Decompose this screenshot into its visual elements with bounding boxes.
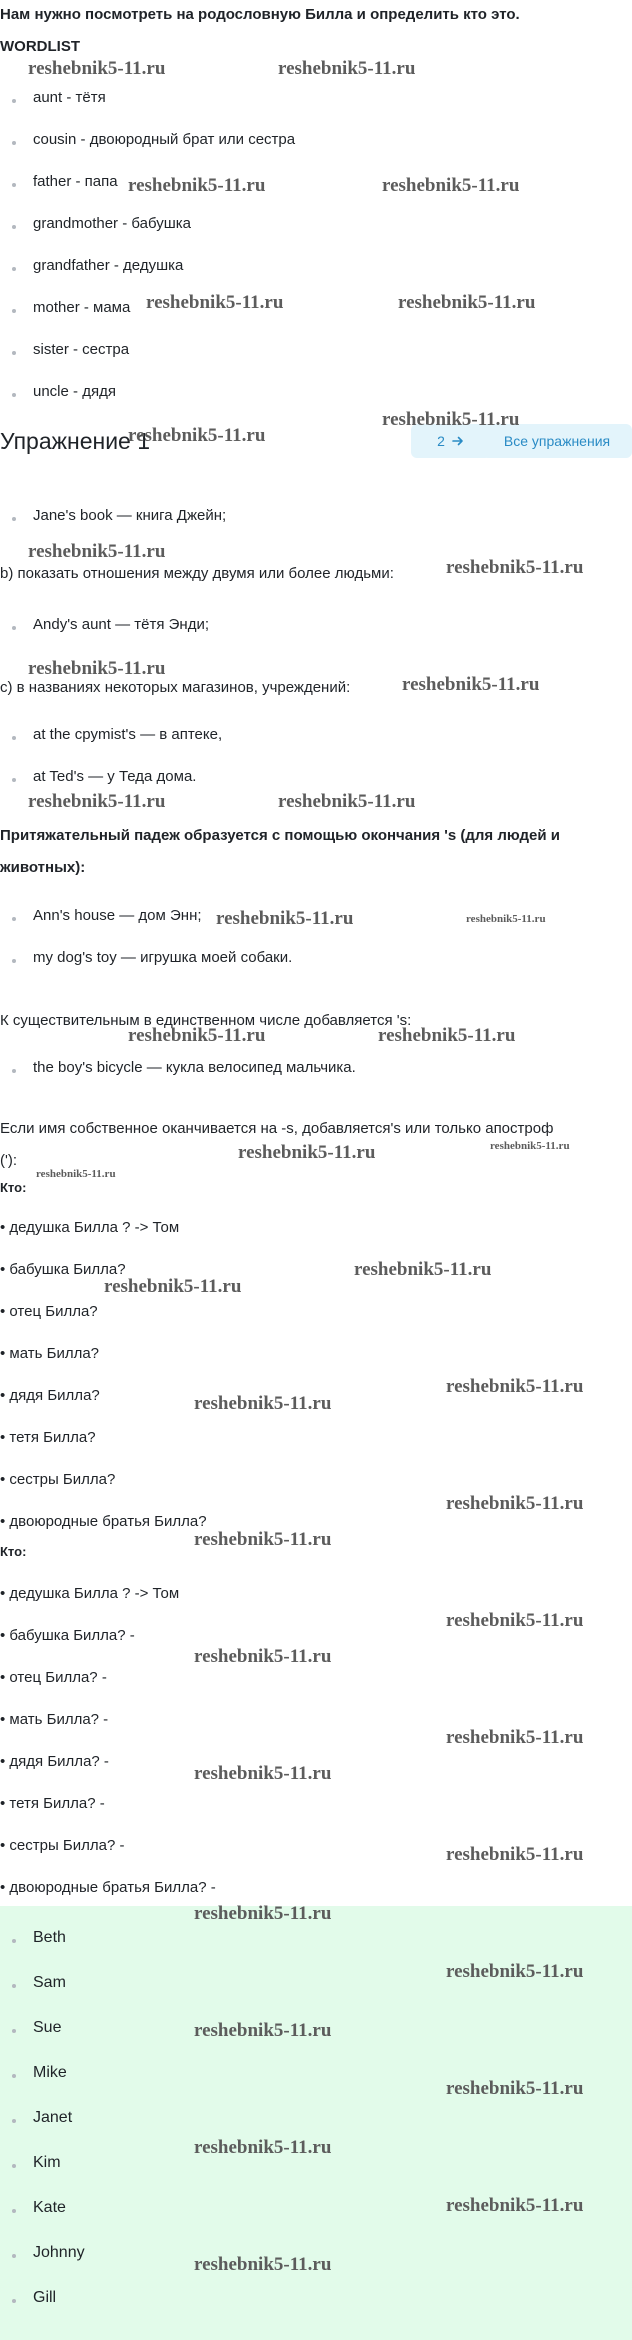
grammar-singular: К существительным в единственном числе добавляется 's: — [0, 1012, 412, 1029]
watermark: reshebnik5-11.ru — [194, 2254, 332, 2275]
wordlist-item: cousin - двоюродный брат или сестра — [33, 131, 296, 148]
grammar-example: at Ted's — у Теда дома. — [33, 768, 197, 785]
watermark: reshebnik5-11.ru — [354, 1259, 492, 1280]
grammar-example: the boy's bicycle — кукла велосипед мальчика. — [33, 1059, 356, 1076]
question-item: • двоюродные братья Билла? - — [0, 1879, 216, 1896]
name-item: Gill — [33, 2289, 57, 2306]
grammar-example: Ann's house — дом Энн; — [33, 907, 202, 924]
watermark: reshebnik5-11.ru — [446, 557, 584, 578]
question-item: • сестры Билла? - — [0, 1837, 125, 1854]
watermark: reshebnik5-11.ru — [194, 2137, 332, 2158]
name-item: Kim — [33, 2154, 61, 2171]
grammar-example: Andy's aunt — тётя Энди; — [33, 616, 209, 633]
list-bullet — [12, 1939, 16, 1943]
question-item: • сестры Билла? — [0, 1471, 116, 1488]
list-bullet — [12, 2164, 16, 2168]
watermark: reshebnik5-11.ru — [194, 2020, 332, 2041]
wordlist-item: grandmother - бабушка — [33, 215, 191, 232]
watermark: reshebnik5-11.ru — [216, 908, 354, 929]
watermark: reshebnik5-11.ru — [446, 1376, 584, 1397]
arrow-right-icon — [451, 434, 465, 448]
list-bullet — [12, 917, 16, 921]
grammar-point-b: b) показать отношения между двумя или более людьми: — [0, 565, 394, 582]
question-item: • отец Билла? - — [0, 1669, 107, 1686]
all-exercises-button[interactable]: Все упражнения — [482, 424, 632, 458]
list-bullet — [12, 267, 16, 271]
list-bullet — [12, 959, 16, 963]
rule-text: животных): — [0, 859, 86, 876]
watermark: reshebnik5-11.ru — [402, 674, 540, 695]
name-item: Beth — [33, 1929, 66, 1946]
grammar-point-c: c) в названиях некоторых магазинов, учреждений: — [0, 679, 351, 696]
exercise-title: Упражнение 1 — [0, 428, 151, 454]
name-item: Kate — [33, 2199, 66, 2216]
list-bullet — [12, 393, 16, 397]
grammar-example: my dog's toy — игрушка моей собаки. — [33, 949, 293, 966]
intro-text: Нам нужно посмотреть на родословную Билла и определить кто это. — [0, 6, 520, 23]
name-item: Mike — [33, 2064, 67, 2081]
watermark: reshebnik5-11.ru — [378, 1025, 516, 1046]
list-bullet — [12, 141, 16, 145]
watermark: reshebnik5-11.ru — [128, 175, 266, 196]
question-item: • мать Билла? - — [0, 1711, 109, 1728]
wordlist-title: WORDLIST — [0, 38, 80, 55]
watermark: reshebnik5-11.ru — [466, 913, 546, 925]
watermark: reshebnik5-11.ru — [194, 1763, 332, 1784]
grammar-example: Jane's book — книга Джейн; — [33, 507, 227, 524]
page-number: 2 — [437, 433, 445, 449]
watermark: reshebnik5-11.ru — [382, 175, 520, 196]
question-item: • отец Билла? — [0, 1303, 98, 1320]
watermark: reshebnik5-11.ru — [194, 1529, 332, 1550]
question-item: • дядя Билла? — [0, 1387, 100, 1404]
list-bullet — [12, 1984, 16, 1988]
name-item: Sam — [33, 1974, 66, 1991]
watermark: reshebnik5-11.ru — [194, 1393, 332, 1414]
list-bullet — [12, 736, 16, 740]
watermark: reshebnik5-11.ru — [194, 1903, 332, 1924]
watermark: reshebnik5-11.ru — [28, 541, 166, 562]
list-bullet — [12, 99, 16, 103]
list-bullet — [12, 1069, 16, 1073]
watermark: reshebnik5-11.ru — [278, 791, 416, 812]
watermark: reshebnik5-11.ru — [446, 1727, 584, 1748]
question-item: • дедушка Билла ? -> Том — [0, 1585, 180, 1602]
list-bullet — [12, 2119, 16, 2123]
watermark: reshebnik5-11.ru — [278, 58, 416, 79]
watermark: reshebnik5-11.ru — [398, 292, 536, 313]
wordlist-item: mother - мама — [33, 299, 131, 316]
grammar-proper-names: Если имя собственное оканчивается на -s, добавляется's или только апостроф — [0, 1120, 554, 1137]
watermark: reshebnik5-11.ru — [446, 1493, 584, 1514]
question-item: • дедушка Билла ? -> Том — [0, 1219, 180, 1236]
watermark: reshebnik5-11.ru — [36, 1168, 116, 1180]
wordlist-item: sister - сестра — [33, 341, 130, 358]
question-item: • бабушка Билла? — [0, 1261, 126, 1278]
watermark: reshebnik5-11.ru — [128, 425, 266, 446]
watermark: reshebnik5-11.ru — [128, 1025, 266, 1046]
watermark: reshebnik5-11.ru — [146, 292, 284, 313]
watermark: reshebnik5-11.ru — [446, 1961, 584, 1982]
list-bullet — [12, 2074, 16, 2078]
list-bullet — [12, 2254, 16, 2258]
name-item: Sue — [33, 2019, 62, 2036]
who-label: Кто: — [0, 1544, 27, 1559]
list-bullet — [12, 778, 16, 782]
list-bullet — [12, 626, 16, 630]
watermark: reshebnik5-11.ru — [446, 1610, 584, 1631]
question-item: • бабушка Билла? - — [0, 1627, 135, 1644]
watermark: reshebnik5-11.ru — [238, 1142, 376, 1163]
list-bullet — [12, 2029, 16, 2033]
wordlist-item: uncle - дядя — [33, 383, 116, 400]
name-item: Johnny — [33, 2244, 85, 2261]
watermark: reshebnik5-11.ru — [490, 1140, 570, 1152]
watermark: reshebnik5-11.ru — [28, 658, 166, 679]
rule-text: Притяжательный падеж образуется с помощью окончания 's (для людей и — [0, 827, 560, 844]
watermark: reshebnik5-11.ru — [104, 1276, 242, 1297]
list-bullet — [12, 517, 16, 521]
question-item: • тетя Билла? — [0, 1429, 96, 1446]
watermark: reshebnik5-11.ru — [446, 2078, 584, 2099]
watermark: reshebnik5-11.ru — [382, 409, 520, 430]
who-label: Кто: — [0, 1180, 27, 1195]
wordlist-item: grandfather - дедушка — [33, 257, 184, 274]
list-bullet — [12, 225, 16, 229]
question-item: • тетя Билла? - — [0, 1795, 105, 1812]
watermark: reshebnik5-11.ru — [194, 1646, 332, 1667]
grammar-proper-names: ('): — [0, 1152, 18, 1169]
name-item: Janet — [33, 2109, 73, 2126]
question-item: • мать Билла? — [0, 1345, 100, 1362]
question-item: • двоюродные братья Билла? — [0, 1513, 207, 1530]
list-bullet — [12, 309, 16, 313]
grammar-example: at the cpymist's — в аптеке, — [33, 726, 223, 743]
wordlist-item: father - папа — [33, 173, 118, 190]
list-bullet — [12, 183, 16, 187]
watermark: reshebnik5-11.ru — [446, 2195, 584, 2216]
list-bullet — [12, 351, 16, 355]
watermark: reshebnik5-11.ru — [446, 1844, 584, 1865]
list-bullet — [12, 2299, 16, 2303]
wordlist-item: aunt - тётя — [33, 89, 106, 106]
list-bullet — [12, 2209, 16, 2213]
watermark: reshebnik5-11.ru — [28, 58, 166, 79]
question-item: • дядя Билла? - — [0, 1753, 109, 1770]
watermark: reshebnik5-11.ru — [28, 791, 166, 812]
